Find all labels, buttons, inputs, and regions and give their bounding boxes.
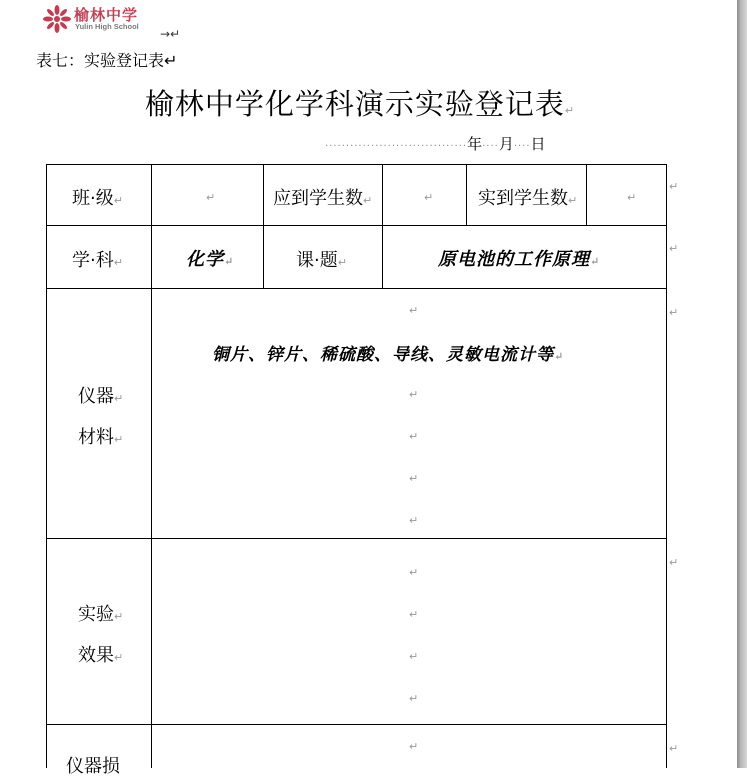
materials-label-line-1: 仪器↵ [78,386,124,407]
paragraph-mark: ↵ [409,650,419,663]
actual-students-value-cell: ↵ [627,191,637,204]
paragraph-mark: ↵ [409,566,419,579]
school-logo-subtitle: Yulin High School [75,22,139,31]
paragraph-mark: ↵ [409,430,419,443]
effect-label-line-1: 实验↵ [78,604,124,625]
topic-value: 原电池的工作原理↵ [438,249,601,270]
vertical-scrollbar[interactable] [737,0,747,768]
school-logo-text: 榆林中学 [74,6,139,24]
paragraph-mark: ↵ [409,514,419,527]
materials-value: 铜片、锌片、稀硫酸、导线、灵敏电流计等↵ [212,345,565,365]
table-caption: 表七：实验登记表↵ [36,51,178,70]
effect-label-line-2: 效果↵ [78,645,124,666]
paragraph-mark: ↵ [409,608,419,621]
row-end-mark: ↵ [669,242,679,255]
paragraph-mark: ↵ [409,304,419,317]
paragraph-mark: ↵ [409,472,419,485]
topic-label: 课·题↵ [296,250,347,271]
expected-students-label: 应到学生数↵ [273,188,373,209]
date-line: ··································年····月····日 [325,135,546,153]
paragraph-mark: ↵ [409,692,419,705]
row-end-mark: ↵ [669,180,679,193]
logo-flower-icon [40,4,74,34]
materials-label-line-2: 材料↵ [78,427,124,448]
damage-label: 仪器损 [66,756,120,777]
row-end-mark: ↵ [669,742,679,755]
class-value-cell: ↵ [206,191,216,204]
row-end-mark: ↵ [669,306,679,319]
document-title: 榆林中学化学科演示实验登记表↵ [144,87,576,121]
paragraph-mark: ↵ [409,740,419,753]
class-label: 班·级↵ [72,188,123,209]
paragraph-mark: ↵ [409,388,419,401]
header-tab-mark: →↵ [160,27,181,41]
actual-students-label: 实到学生数↵ [478,188,578,209]
subject-value: 化学↵ [186,249,235,270]
expected-students-value-cell: ↵ [424,191,434,204]
row-end-mark: ↵ [669,556,679,569]
subject-label: 学·科↵ [72,250,123,271]
